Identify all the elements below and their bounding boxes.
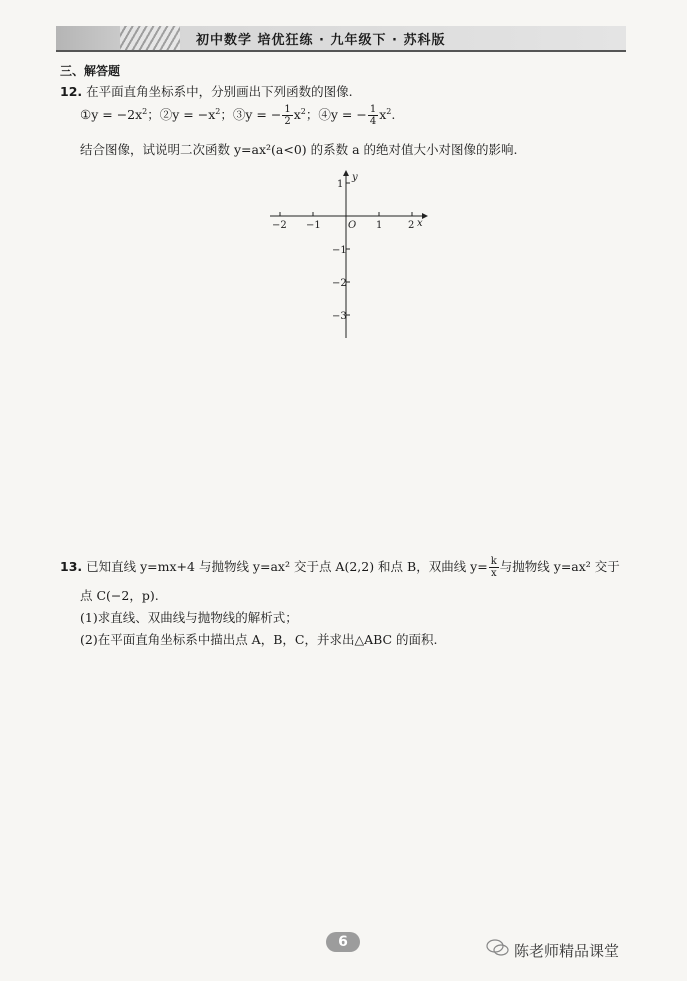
- fraction-half: [282, 104, 292, 127]
- denominator: 4: [369, 116, 377, 127]
- exponent: 2: [300, 106, 306, 116]
- page-number: 6: [326, 932, 360, 952]
- function-4: ；④y = −: [305, 107, 367, 122]
- x-tick-label: −2: [272, 220, 287, 231]
- x-tick-label: 1: [376, 220, 383, 231]
- function-3: ；③y = −: [220, 107, 282, 122]
- exponent: 2: [142, 106, 148, 116]
- y-axis-arrow: [343, 170, 349, 176]
- denominator: 2: [284, 116, 291, 127]
- wechat-icon: [486, 938, 510, 958]
- y-tick-label: −1: [332, 245, 347, 256]
- period: .: [391, 107, 396, 122]
- x-axis-label: x: [417, 218, 423, 229]
- question-12-text: 在平面直角坐标系中，分别画出下列函数的图像.: [86, 84, 353, 99]
- function-2: ；②y = −x: [147, 107, 216, 122]
- variable-x: x: [293, 107, 301, 122]
- section-title: 三、解答题: [60, 64, 121, 78]
- watermark-text: 陈老师精品课堂: [514, 942, 620, 960]
- exponent: 2: [215, 106, 221, 116]
- header-title: 初中数学 培优狂练 · 九年级下 · 苏科版: [196, 33, 446, 48]
- x-tick-label: 2: [408, 220, 415, 231]
- numerator: 1: [369, 104, 377, 115]
- exponent: 2: [386, 106, 392, 116]
- question-13-text-b: 与抛物线 y=ax² 交于: [499, 559, 620, 574]
- question-13-line1: [60, 556, 620, 579]
- question-12-functions: [80, 104, 395, 127]
- question-13-part-2: (2)在平面直角坐标系中描出点 A，B，C，并求出△ABC 的面积.: [80, 632, 438, 647]
- numerator: 1: [284, 104, 291, 115]
- function-1: ①y = −2x: [80, 107, 143, 122]
- question-12-stem: [60, 82, 353, 100]
- denominator: x: [490, 568, 497, 579]
- question-13-part-1: (1)求直线、双曲线与抛物线的解析式；: [80, 610, 298, 625]
- x-tick-label: −1: [306, 220, 321, 231]
- page-header: [56, 26, 626, 52]
- fraction-quarter: [368, 104, 378, 127]
- question-12-prompt: 结合图像，试说明二次函数 y=ax²(a<0) 的系数 a 的绝对值大小对图像的影响.: [80, 142, 518, 157]
- numerator: k: [490, 556, 497, 567]
- question-12-number: 12.: [60, 84, 83, 99]
- question-13-text-a: 已知直线 y=mx+4 与抛物线 y=ax² 交于点 A(2,2) 和点 B，双曲线 y=: [86, 559, 488, 574]
- question-13-line2: 点 C(−2，p).: [80, 588, 159, 603]
- header-decoration: [120, 26, 180, 50]
- fraction-k-over-x: [489, 556, 499, 579]
- question-13-number: 13.: [60, 559, 83, 574]
- y-tick-label: 1: [337, 179, 344, 190]
- origin-label: O: [348, 220, 357, 231]
- y-tick-label: −2: [332, 278, 347, 289]
- x-axis-arrow: [422, 213, 428, 219]
- coordinate-plane: [262, 168, 432, 343]
- variable-x: x: [379, 107, 387, 122]
- y-tick-label: −3: [332, 311, 347, 322]
- y-axis-label: y: [352, 172, 358, 183]
